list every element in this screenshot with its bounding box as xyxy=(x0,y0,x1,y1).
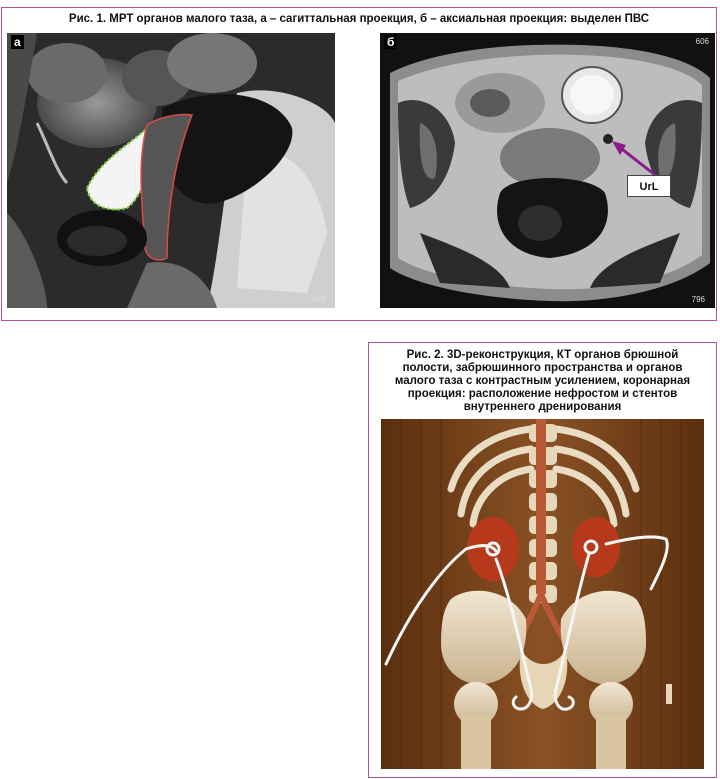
ct-3d-reconstruction-image xyxy=(381,419,704,769)
ct-3d-drawing xyxy=(381,419,704,769)
mri-sagittal-image xyxy=(7,33,335,308)
panel-a-scan-number: 658 xyxy=(311,295,325,304)
mri-axial-image xyxy=(380,33,715,308)
url-arrow-label: UrL xyxy=(627,175,671,197)
panel-b-scan-number-bottom: 796 xyxy=(691,295,705,304)
figure-2-caption: Рис. 2. 3D-реконструкция, КТ органов брюшной полости, забрюшинного пространства и органов малого таза с контрастным усилением, коронарная проекция: расположение нефростом и стентов внутреннего дренирования xyxy=(394,349,691,413)
mri-sagittal-drawing xyxy=(7,33,335,308)
mri-axial-drawing xyxy=(380,33,715,308)
panel-a-label: а xyxy=(11,35,24,49)
figure-1 xyxy=(1,7,717,321)
panel-b-scan-number-top: 606 xyxy=(695,37,709,46)
panel-b-label: б xyxy=(384,35,397,49)
figure-2 xyxy=(368,342,717,778)
figure-1-caption: Рис. 1. МРТ органов малого таза, а – сагиттальная проекция, б – аксиальная проекция: выделен ПВС xyxy=(68,13,650,25)
